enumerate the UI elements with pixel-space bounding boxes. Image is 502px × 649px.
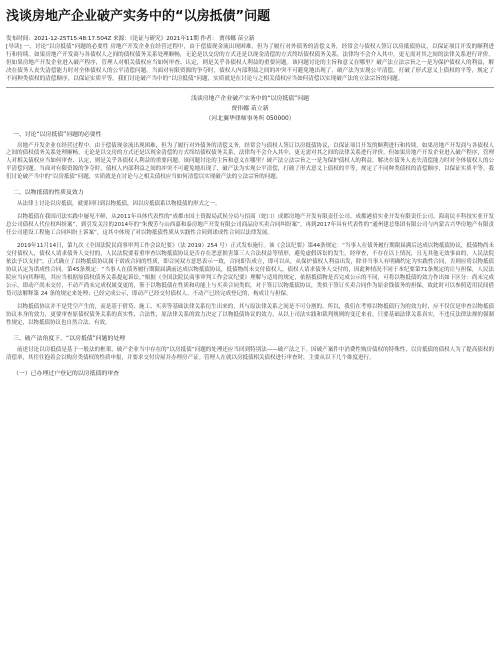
abstract: [导读] 一、讨论“以房抵债”问题的必要性 房地产开发企业在经营过程中，由于偿债现金流出现困难，但为了履行对外债务的清偿义务，经常会与债权人签订以房抵债协议，以保证项目开发的顺利进行和持续。如果房地产开发商与各债权人之间的债权债务关系处理顺畅，无论是以交房的方式还是以现金清偿的方式终结债权债务关系，法律均不会介入其中，更无需对其之间的法律关系进行评价。但如果房地产开发企业进入破产程序，管理人对相关债权应当如何审查、认定，则是关乎各债权人利益的重要问题。该问题讨论的主旨和意义在哪里？破产法立法宗旨之一是为保护债权人的利益，解决在债务人丧失清偿能力时对全体债权人的公平清偿问题。当面对有限资源的争夺时，债权人内部利益之间的冲突不可避免地出现了，破产法为实现公平清偿，打破了形式意义上债权的平等，规定了不同种类债权的清偿顺序，以保证实质平等。我们讨论破产当中的“以房抵债”问题，实质就是在讨论与之相关债权应当如何清偿以实现破产法的立法宗旨的问题。 bbox=[6, 44, 494, 82]
paragraph: 以物抵债在我国司法实践中屡见不鲜，从2011年具体代表性的“成都市国土资源局武侯分局与招商（蛇口）成都房地产开发有限责任公司、成都港招实业开发有限责任公司、海南民丰科技实业开发总公司债权人代位权纠纷案”，到引发关注的2014年的“朱俊芳与山西嘉和泰房地产开发有限公司商品房买卖合同纠纷案”，再到2017年具有代表性的“通州建总集团有限公司与内蒙古兴华房地产有限责任公司建设工程施工合同纠纷上诉案”，这其中体现了对以物抵债性质从实践性合同到诺成性合同以法律发展。 bbox=[6, 214, 494, 237]
paragraph: 前述讨论以房抵债是基于一般法的框架，破产企业当中存在的“以房抵债”问题的处理还应当回到特别法——破产法之下。因破产案件中消费性购房债权的特殊性，以房抵债的债权人为了提高债权的清偿率，其往往抱着会以购房类债权的性质申报，并要求交付房屋并办理房产证。管理人在就以房抵债相关债权进行审查时，主要从以下几个维度进行。 bbox=[6, 346, 494, 361]
article-authors: 贾伟娜 苗立新 bbox=[231, 105, 269, 112]
paragraph: 2019年11月14日，第九次《全国法院民商事审判工作会议纪要》（法 2019）254 号）正式发布施行。该《会议纪要》第44条规定：“当事人在债务履行期限届满后达成以物抵债协议，抵债物尚未交付债权人，债权人请求债务人交付的，人民法院要着重审查以物抵债协议是否存在恶意损害第三人合法权益等情形，避免虚假诉讼的发生。经审查，不存在以上情况，且无其他无效事由的，人民法院依法予以支持”，正式确立了以物抵债协议属于诺成合同的性质，即合同双方意思表示一致，合同即告成立，即可以从，从保护债权人利益出发，除非当事人有明确约定为实践性合同，否则应将以物抵债协议认定为诺成性合同。第45条规定：“当事人在债务履行期限届满前达成以物抵债协议，抵债物尚未交付债权人，债权人请求债务人交付的，因此种情况不同于本纪要第71条规定的让与担保，人民法院应当向其释明，其应当根据原债权债务关系提起诉讼。”根据《全国法院民商事审判工作会议纪要》理解与适用的规定，依据抵债物是否完成公示的不同，可将以物抵债的效力作出如下区分：尚未完成公示，即动产尚未交付，不动产尚未完成权属变更的，鉴于以物抵债在性质和功能上与买卖合同类似，对于签订以物抵债协议，类似于签订买卖合同作为原金钱债务的担保，故此时可以参照适用民间借贷司法解释第 24 条的规定来处理；已经完成公示，即动产已经交付债权人、不动产已经完成登记的，构成让与担保。 bbox=[6, 243, 494, 297]
paragraph: 以物抵债协议并不是凭空产生的，而是基于借贷、施工、买卖等基础法律关系衍生出来的，其与原法律关系之间是不可分割的。所以，我们在考察以物抵债行为的效力时，应不仅仅是审查以物抵债协议本身的效力，更要审查原债权债务关系的真实性、合法性，原法律关系的效力决定了以物抵债协议的效力。从以上司法实践和裁判规则的变迁来看，只要基础法律关系真实，不违反法律法规的强制性规定，以物抵债协议也自然合法、有效。 bbox=[6, 303, 494, 326]
article-meta: 发布时间：2021-12-25T15:48:17.504Z 来源：《论证与研究》2021年11期 作者： 贾伟娜 苗立新 bbox=[6, 36, 255, 42]
article-affiliation: （河北翼华律师事务所 050000） bbox=[205, 115, 295, 122]
section-heading-1: 一、讨论“以房抵债”问题的必要性 bbox=[13, 131, 102, 138]
subheading: （一）已办理过户登记的以房抵债的审查 bbox=[13, 370, 120, 377]
paragraph: 房地产开发企业在经营过程中，由于偿债现金流出现困难，但为了履行对外债务的清偿义务，经常会与债权人签订以房抵债协议，以保证项目开发的顺利进行和持续。如果房地产开发商与各债权人之间的债权债务关系处理顺畅，无论是以交房的方式还是以现金清偿的方式终结债权债务关系，法律均不会介入其中，更无需对其之间的法律关系进行评价。但如果房地产开发企业进入破产程序，管理人对相关债权应当如何审查、认定，则是关乎各债权人利益的重要问题。该问题讨论的主旨和意义在哪里？破产法立法宗旨之一是为保护债权人的利益，解决在债务人丧失清偿能力时对全体债权人的公平清偿问题。当面对有限资源的争夺时，债权人内部利益之间的冲突不可避免地出现了，破产法为实现公平清偿，打破了形式意义上债权的平等，规定了不同种类债权的清偿顺序，以保证实质平等。我们讨论破产当中的“以房抵债”问题，实质就是在讨论与之相关债权应当如何清偿以实现破产法的立法宗旨的问题。 bbox=[6, 142, 494, 181]
section-heading-3: 三、破产法角度下，“以房抵债”问题的处理 bbox=[13, 335, 126, 342]
section-heading-2: 二、以物抵债的性质及效力 bbox=[13, 190, 84, 197]
paragraph: 从法律上讨论以房抵债，就要回归到以物抵债，因以房抵债系以物抵债的形式之一。 bbox=[17, 201, 221, 208]
divider bbox=[6, 87, 494, 88]
page-title: 浅谈房地产企业破产实务中的“以房抵债”问题 bbox=[6, 9, 271, 24]
article-center-title: 浅谈房地产企业破产实务中的“以房抵债”问题 bbox=[190, 95, 310, 102]
